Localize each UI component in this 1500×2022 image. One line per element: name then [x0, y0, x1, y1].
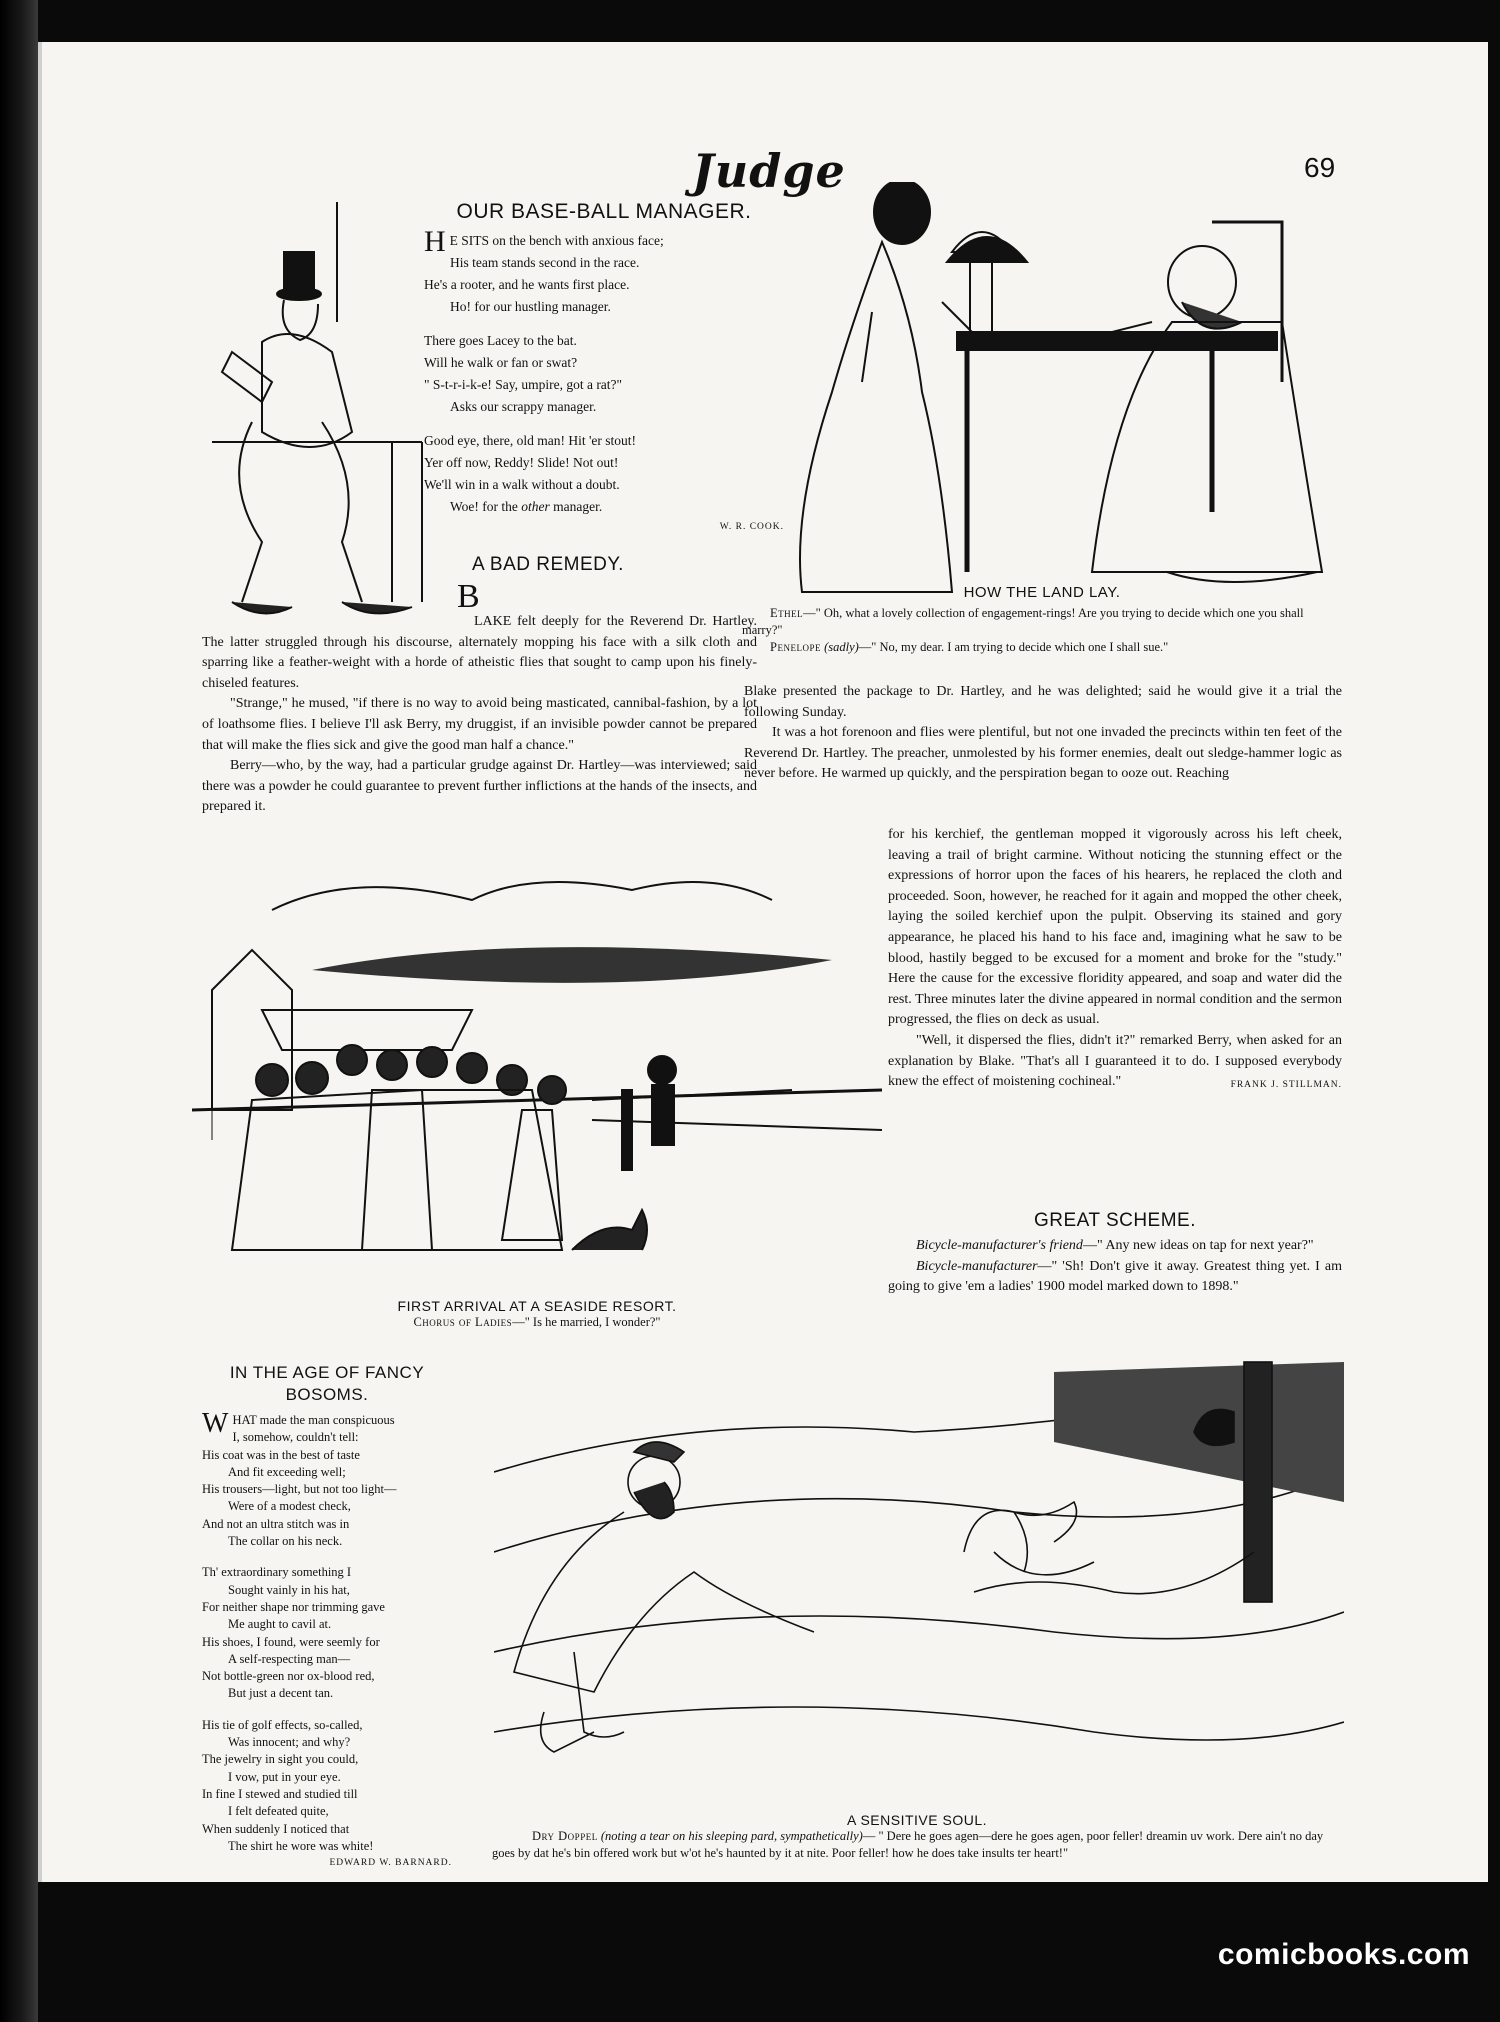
poem-line: Me aught to cavil at. — [228, 1617, 332, 1632]
poem-line: The collar on his neck. — [228, 1534, 343, 1549]
paragraph: Blake presented the package to Dr. Hartley, and he was delighted; said he would give it a trial the following Sunday. — [744, 684, 1342, 720]
fancy-bosoms-poem — [202, 1408, 452, 1872]
speaker: Bicycle-manufacturer's friend — [916, 1238, 1083, 1253]
speaker: Ethel — [770, 606, 804, 620]
poem-line: Were of a modest check, — [228, 1499, 351, 1514]
bad-remedy-column-3 — [888, 825, 1342, 1095]
paragraph: for his kerchief, the gentleman mopped it vigorously across his left cheek, leaving a trail of bright carmine. Without noticing the stunning effect or the expressions of horror upon the faces of his hearers, he replaced the cloth and proceeded. Soon, however, he reached for it again and mopped the other cheek, laying the soiled kerchief upon the pulpit. Observing its stained and gory appearance, he placed his hand to his face and, imagining what he saw to be blood, hastily begged to be excused for a moment and broke for the "study." Here the cause for the excessive floridity appeared, and soap and water did the rest. Three minutes later the divine appeared in normal condition and the sermon progressed, the flies on deck as usual. — [888, 827, 1342, 1028]
poem-line: Was innocent; and why? — [228, 1735, 351, 1750]
scheme-title: GREAT SCHEME. — [1033, 1210, 1197, 1231]
poem-line: His team stands second in the race. — [450, 255, 640, 270]
land-lay-dialogue-2 — [742, 639, 1342, 656]
drop-cap: H — [424, 225, 446, 258]
land-lay-title: HOW THE LAND LAY. — [963, 584, 1121, 601]
poem-line: Will he walk or fan or swat? — [424, 355, 578, 370]
poem-line: " S-t-r-i-k-e! Say, umpire, got a rat?" — [424, 377, 623, 392]
dialogue: —" 'Sh! Don't give it away. Greatest thing yet. I am going to give 'em a ladies' 1900 model marked down to 1898." — [888, 1258, 1342, 1295]
poem-line: His shoes, I found, were seemly for — [202, 1634, 380, 1649]
poem-line: Not bottle-green nor ox-blood red, — [202, 1669, 375, 1684]
watermark-url: comicbooks.com — [1217, 1938, 1470, 1971]
manager-poem-title: OUR BASE-BALL MANAGER. — [456, 200, 752, 223]
poem-line: We'll win in a walk without a doubt. — [424, 477, 620, 492]
ladies-illustration — [772, 182, 1342, 622]
magazine-page — [38, 42, 1488, 1882]
dialogue: —" Is he married, I wonder?" — [512, 1315, 661, 1329]
paragraph: LAKE felt deeply for the Reverend Dr. Hartley. The latter struggled through his discourse, alternately mopping his face with a silk cloth and sparring like a feather-weight with a horde of atheistic flies that sought to camp upon his finely-chiseled features. — [202, 614, 757, 691]
drop-cap: W — [202, 1408, 229, 1439]
poem-line: And not an ultra stitch was in — [202, 1516, 350, 1531]
drop-cap: B — [457, 578, 480, 615]
stage-direction: (noting a tear on his sleeping pard, sympathetically) — [600, 1829, 863, 1843]
land-lay-dialogue-1 — [742, 605, 1342, 639]
poem-line: A self-respecting man— — [228, 1651, 351, 1666]
paragraph: "Well, it dispersed the flies, didn't it?" remarked Berry, when asked for an explanation by Blake. "That's all I guaranteed it to do. I supposed everybody knew the effect of moistening cochineal." — [888, 1032, 1342, 1090]
poem-line: And fit exceeding well; — [228, 1464, 346, 1479]
poem-line: Woe! for the — [450, 499, 518, 514]
poem-line: I felt defeated quite, — [228, 1804, 329, 1819]
poem-line: He's a rooter, and he wants first place. — [424, 277, 630, 292]
bad-remedy-column-2 — [744, 682, 1342, 785]
book-spine — [0, 0, 38, 2022]
poem-line: His tie of golf effects, so-called, — [202, 1717, 363, 1732]
seaside-dialogue — [192, 1314, 882, 1331]
seaside-illustration — [192, 850, 882, 1290]
fancy-bosoms-author: EDWARD W. BARNARD. — [329, 1858, 452, 1869]
poem-line: But just a decent tan. — [228, 1686, 334, 1701]
bad-remedy-column-1 — [202, 578, 757, 818]
fancy-bosoms-title: IN THE AGE OF FANCY BOSOMS. — [229, 1363, 425, 1404]
sensitive-soul-illustration — [494, 1352, 1344, 1802]
paragraph: It was a hot forenoon and flies were plentiful, but not one invaded the precincts within ten feet of the Reverend Dr. Hartley. The preacher, unmolested by his former enemies, dealt out sledge-hammer logic as never before. He warmed up quickly, and the perspiration began to ooze out. Reaching — [744, 725, 1342, 782]
manager-poem — [424, 225, 784, 538]
poem-line: Ho! for our hustling manager. — [450, 299, 611, 314]
stage-direction: (sadly) — [824, 640, 859, 654]
page-number: 69 — [1304, 152, 1336, 183]
poem-line: For neither shape nor trimming gave — [202, 1599, 385, 1614]
speaker: Bicycle-manufacturer — [916, 1258, 1038, 1274]
poem-line: The shirt he wore was white! — [228, 1838, 374, 1853]
poem-line: In fine I stewed and studied till — [202, 1786, 358, 1801]
bad-remedy-author: FRANK J. STILLMAN. — [1230, 1079, 1342, 1090]
poem-line: There goes Lacey to the bat. — [424, 333, 577, 348]
sensitive-soul-dialogue — [492, 1828, 1342, 1862]
dialogue: — " Dere he goes agen—dere he goes agen, poor feller! dreamin uv work. Dere ain't no day goes by dat he's bin offered work but w'ot he's haunted by it at nite. Poor feller! how he does take insults ter heart!" — [492, 1829, 1324, 1860]
dialogue: —" Any new ideas on tap for next year?" — [1082, 1238, 1314, 1253]
paragraph: Berry—who, by the way, had a particular grudge against Dr. Hartley—was interviewed; said there was a powder he could guarantee to prevent further inflictions at the hands of the insects, and prepared it. — [202, 758, 757, 815]
poem-line: E SITS on the bench with anxious face; — [449, 233, 664, 248]
dialogue: —" Oh, what a lovely collection of engagement-rings! Are you trying to decide which one you shall marry?" — [742, 606, 1304, 637]
poem-line: Th' extraordinary something I — [202, 1565, 352, 1580]
poem-line: When suddenly I noticed that — [202, 1821, 350, 1836]
speaker: Penelope — [770, 640, 821, 654]
poem-line: I vow, put in your eye. — [228, 1769, 341, 1784]
bad-remedy-title: A BAD REMEDY. — [472, 554, 624, 575]
poem-line: HAT made the man conspicuous — [232, 1413, 395, 1427]
manager-illustration — [192, 202, 452, 642]
poem-line: His trousers—light, but not too light— — [202, 1482, 397, 1497]
manager-poem-author: W. R. COOK. — [719, 522, 784, 532]
dialogue: —" No, my dear. I am trying to decide which one I shall sue." — [858, 640, 1169, 654]
scheme-text — [888, 1236, 1342, 1298]
poem-line: The jewelry in sight you could, — [202, 1752, 359, 1767]
seaside-title: FIRST ARRIVAL AT A SEASIDE RESORT. — [397, 1298, 677, 1314]
masthead: Judge — [692, 144, 846, 198]
poem-emphasis: other — [521, 499, 550, 514]
paragraph: "Strange," he mused, "if there is no way to avoid being masticated, cannibal-fashion, by a lot of loathsome flies. I believe I'll ask Berry, my druggist, if an invisible powder cannot be prepared that will make the flies sick and give the good man half a chance." — [202, 696, 757, 753]
poem-line: Asks our scrappy manager. — [450, 399, 597, 414]
speaker: Chorus of Ladies — [413, 1315, 513, 1329]
poem-line: Sought vainly in his hat, — [228, 1582, 350, 1597]
poem-line: Yer off now, Reddy! Slide! Not out! — [424, 455, 619, 470]
poem-line: I, somehow, couldn't tell: — [232, 1430, 359, 1445]
poem-line: His coat was in the best of taste — [202, 1447, 360, 1462]
speaker: Dry Doppel — [532, 1829, 598, 1843]
poem-line: Good eye, there, old man! Hit 'er stout! — [424, 433, 636, 448]
poem-line: manager. — [553, 499, 603, 514]
sensitive-soul-title: A SENSITIVE SOUL. — [847, 1812, 987, 1828]
